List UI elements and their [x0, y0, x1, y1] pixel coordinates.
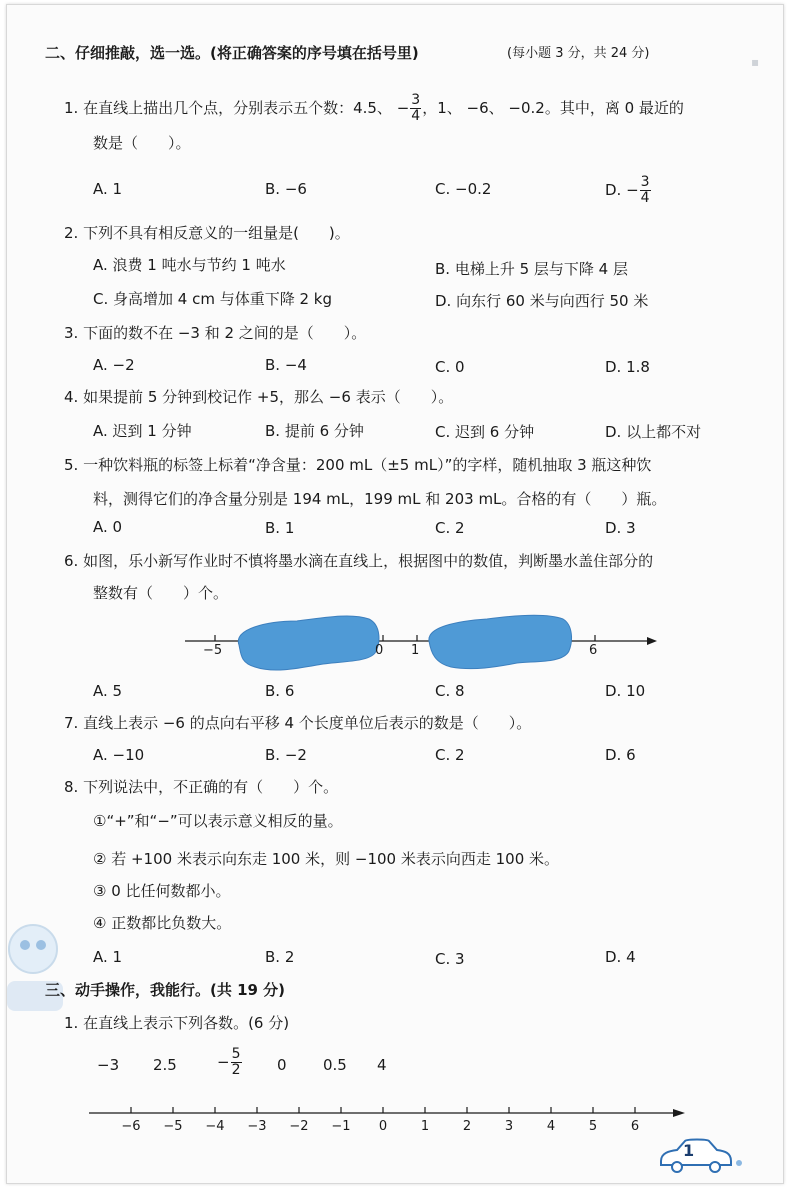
q1-option-d[interactable]: D. − $\frac{3}{4}$	[605, 174, 650, 206]
q8-statement-2: ② 若 +100 米表示向东走 100 米，则 −100 米表示向西走 100 米。	[93, 850, 560, 868]
q7-stem: 7. 直线上表示 −6 的点向右平移 4 个长度单位后表示的数是（ ）。	[64, 714, 532, 732]
q6-option-b[interactable]: B. 6	[265, 682, 295, 700]
axis-tick-label: −4	[205, 1119, 225, 1134]
q8-statement-3: ③ 0 比任何数都小。	[93, 882, 231, 900]
q2-stem: 2. 下列不具有相反意义的一组量是( )。	[64, 224, 350, 242]
axis-tick-label: 4	[546, 1119, 556, 1134]
q1-option-d-fraction: $\frac{3}{4}$	[640, 174, 650, 206]
q8-option-d[interactable]: D. 4	[605, 948, 636, 966]
q8-option-a[interactable]: A. 1	[93, 948, 123, 966]
q7-option-a[interactable]: A. −10	[93, 746, 145, 764]
q6-option-c[interactable]: C. 8	[435, 682, 465, 700]
q4-option-b[interactable]: B. 提前 6 分钟	[265, 422, 364, 440]
q3-option-b[interactable]: B. −4	[265, 356, 307, 374]
q7-option-d[interactable]: D. 6	[605, 746, 636, 764]
car-icon	[661, 1140, 731, 1166]
q5-line1: 5. 一种饮料瓶的标签上标着“净含量：200 mL（±5 mL）”的字样，随机抽取 3 瓶这种饮	[64, 456, 652, 474]
page-number: 1	[683, 1141, 695, 1160]
q2-option-b[interactable]: B. 电梯上升 5 层与下降 4 层	[435, 260, 628, 278]
q4-option-a[interactable]: A. 迟到 1 分钟	[93, 422, 192, 440]
s3-fraction: $\frac{5}{2}$	[231, 1046, 241, 1078]
axis-tick-label: −6	[121, 1119, 141, 1134]
q7-option-c[interactable]: C. 2	[435, 746, 465, 764]
q6-line2: 整数有（ ）个。	[93, 584, 229, 602]
arrow-head-icon	[673, 1109, 685, 1117]
q1-fraction: $\frac{3}{4}$	[411, 92, 421, 124]
axis-tick-label: 0	[378, 1119, 388, 1134]
q1-option-a[interactable]: A. 1	[93, 180, 123, 198]
s3-number-line	[85, 1103, 695, 1143]
arrow-head-icon	[647, 637, 657, 645]
q5-option-b[interactable]: B. 1	[265, 519, 295, 537]
s3-number-1: −3	[97, 1056, 120, 1074]
section-2-score: (每小题 3 分，共 24 分)	[507, 46, 650, 61]
q8-stem: 8. 下列说法中，不正确的有（ ）个。	[64, 778, 339, 796]
q1-text-b: ，1、 −6、 −0.2。其中，离 0 最近的	[422, 99, 684, 117]
q2-option-a[interactable]: A. 浪费 1 吨水与节约 1 吨水	[93, 256, 286, 274]
s3-number-3: − $\frac{5}{2}$	[217, 1046, 241, 1078]
q6-option-d[interactable]: D. 10	[605, 682, 646, 700]
q5-option-d[interactable]: D. 3	[605, 519, 636, 537]
s3-number-2: 2.5	[153, 1056, 177, 1074]
bleed-through-text: ▪	[751, 55, 760, 69]
ink-blot-left	[238, 616, 379, 670]
axis-tick-label: −1	[331, 1119, 351, 1134]
q1-option-b[interactable]: B. −6	[265, 180, 307, 198]
axis-tick-label: 5	[588, 1119, 598, 1134]
q4-stem: 4. 如果提前 5 分钟到校记作 +5，那么 −6 表示（ ）。	[64, 388, 454, 406]
q3-option-d[interactable]: D. 1.8	[605, 358, 650, 376]
q2-option-d[interactable]: D. 向东行 60 米与向西行 50 米	[435, 292, 649, 310]
q6-label-6: 6	[589, 643, 598, 658]
s3-number-4: 0	[277, 1056, 287, 1074]
q1-stem	[64, 93, 684, 124]
q5-option-a[interactable]: A. 0	[93, 518, 123, 536]
axis-tick-label: 3	[504, 1119, 514, 1134]
axis-tick-label: −2	[289, 1119, 309, 1134]
q3-option-c[interactable]: C. 0	[435, 358, 465, 376]
axis-tick-label: 6	[630, 1119, 640, 1134]
q6-label-0: 0	[375, 643, 384, 658]
section-2-title: 二、仔细推敲，选一选。(将正确答案的序号填在括号里)	[45, 44, 419, 62]
q2-option-c[interactable]: C. 身高增加 4 cm 与体重下降 2 kg	[93, 290, 333, 308]
q7-option-b[interactable]: B. −2	[265, 746, 307, 764]
q1-option-c[interactable]: C. −0.2	[435, 180, 492, 198]
axis-tick-label: 2	[462, 1119, 472, 1134]
s3-q1-stem: 1. 在直线上表示下列各数。(6 分)	[64, 1014, 290, 1032]
q3-option-a[interactable]: A. −2	[93, 356, 135, 374]
q6-line1: 6. 如图，乐小新写作业时不慎将墨水滴在直线上，根据图中的数值，判断墨水盖住部分的	[64, 552, 654, 570]
q5-line2: 料，测得它们的净含量分别是 194 mL，199 mL 和 203 mL。合格的有（ ）瓶。	[93, 490, 667, 508]
q8-option-c[interactable]: C. 3	[435, 950, 465, 968]
q5-option-c[interactable]: C. 2	[435, 519, 465, 537]
q1-text-a: 1. 在直线上描出几个点，分别表示五个数：4.5、 −	[64, 99, 410, 117]
ink-blot-right	[429, 615, 572, 668]
q8-statement-4: ④ 正数都比负数大。	[93, 914, 232, 932]
q8-statement-1: ①“+”和“−”可以表示意义相反的量。	[93, 812, 343, 830]
mascot-head-icon	[9, 925, 57, 973]
q6-option-a[interactable]: A. 5	[93, 682, 123, 700]
axis-tick-label: −3	[247, 1119, 267, 1134]
q6-label-1: 1	[411, 643, 420, 658]
axis-tick-label: −5	[163, 1119, 183, 1134]
s3-number-6: 4	[377, 1056, 387, 1074]
mascot-decoration	[7, 915, 77, 1015]
page-number-badge	[655, 1137, 745, 1181]
q6-label-minus-5: −5	[203, 643, 223, 658]
q4-option-c[interactable]: C. 迟到 6 分钟	[435, 423, 535, 441]
q8-option-b[interactable]: B. 2	[265, 948, 295, 966]
s3-number-5: 0.5	[323, 1056, 347, 1074]
q3-stem: 3. 下面的数不在 −3 和 2 之间的是（ ）。	[64, 324, 367, 342]
axis-tick-label: 1	[420, 1119, 430, 1134]
section-3-title: 三、动手操作，我能行。(共 19 分)	[45, 981, 286, 999]
q1-line2: 数是（ ）。	[93, 134, 191, 152]
worksheet-page	[6, 4, 784, 1184]
q4-option-d[interactable]: D. 以上都不对	[605, 423, 702, 441]
